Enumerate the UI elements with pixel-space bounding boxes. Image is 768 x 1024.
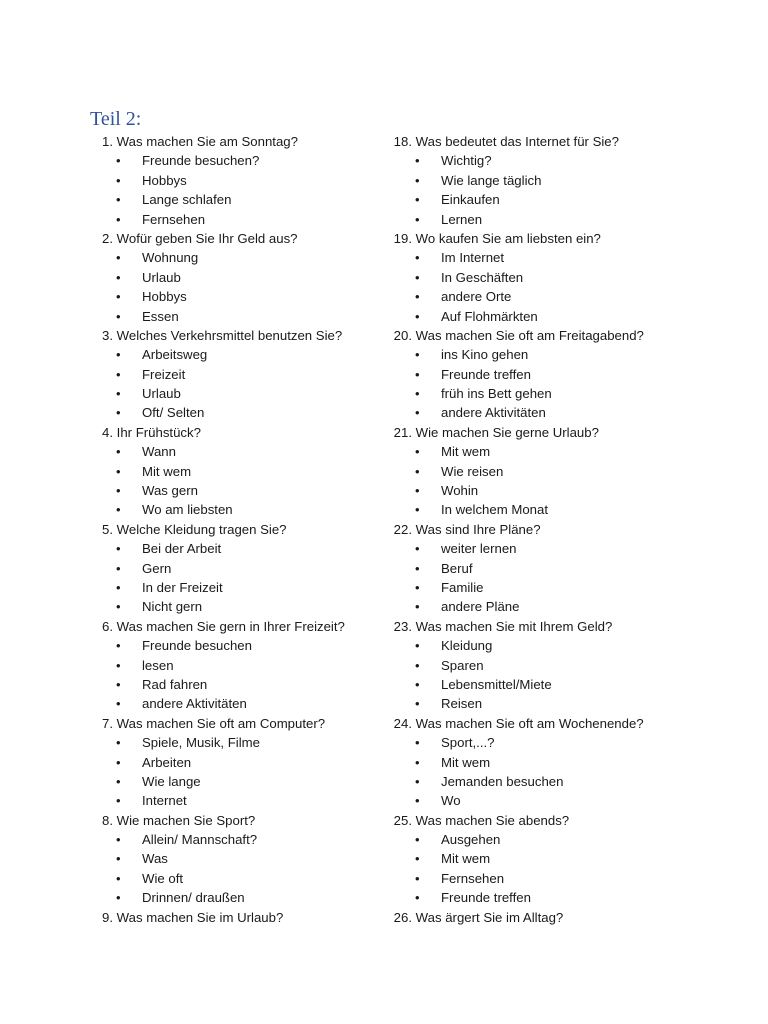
question-item [386, 714, 706, 733]
bullet-item [386, 559, 706, 578]
bullet-text: Ausgehen [441, 832, 501, 848]
question-text: Welche Kleidung tragen Sie? [116, 521, 287, 537]
bullet-item [386, 791, 706, 810]
bullet-icon: • [415, 483, 420, 499]
bullet-text: Wo am liebsten [142, 502, 233, 518]
bullet-item [386, 849, 706, 868]
page-title: Teil 2: [90, 108, 142, 130]
bullet-icon: • [415, 890, 420, 906]
bullet-icon: • [116, 657, 121, 673]
bullet-item [92, 656, 412, 675]
bullet-text: Internet [142, 793, 187, 809]
bullet-text: Was gern [142, 483, 198, 499]
bullet-item [386, 656, 706, 675]
bullet-text: Familie [441, 579, 484, 595]
bullet-item [92, 597, 412, 616]
bullet-text: andere Aktivitäten [441, 405, 546, 421]
bullet-item [386, 888, 706, 907]
bullet-icon: • [415, 851, 420, 867]
bullet-text: Wo [441, 793, 461, 809]
bullet-text: Urlaub [142, 386, 181, 402]
bullet-item [386, 268, 706, 287]
bullet-text: Im Internet [441, 250, 505, 266]
bullet-text: lesen [142, 657, 174, 673]
bullet-icon: • [116, 366, 121, 382]
bullet-text: Urlaub [142, 269, 181, 285]
bullet-icon: • [415, 347, 420, 363]
bullet-text: Oft/ Selten [142, 405, 205, 421]
question-item [386, 908, 706, 927]
question-item [386, 229, 706, 248]
bullet-icon: • [415, 172, 420, 188]
bullet-item [92, 403, 412, 422]
question-item [92, 908, 412, 927]
bullet-text: Gern [142, 560, 172, 576]
bullet-text: andere Pläne [441, 599, 520, 615]
question-text: Welches Verkehrsmittel benutzen Sie? [116, 327, 343, 343]
bullet-item [92, 171, 412, 190]
bullet-text: Allein/ Mannschaft? [142, 832, 258, 848]
bullet-text: Wie reisen [441, 463, 504, 479]
bullet-item [92, 830, 412, 849]
bullet-item [386, 442, 706, 461]
bullet-icon: • [415, 308, 420, 324]
bullet-icon: • [415, 793, 420, 809]
bullet-item [92, 190, 412, 209]
bullet-item [386, 365, 706, 384]
bullet-item [92, 462, 412, 481]
bullet-text: Freunde treffen [441, 366, 531, 382]
question-number: 22. [393, 521, 412, 537]
bullet-text: Hobbys [142, 172, 187, 188]
bullet-icon: • [116, 463, 121, 479]
bullet-item [386, 753, 706, 772]
bullet-text: weiter lernen [441, 541, 517, 557]
question-number: 24. [393, 715, 412, 731]
bullet-icon: • [415, 870, 420, 886]
bullet-item [92, 268, 412, 287]
bullet-icon: • [415, 289, 420, 305]
bullet-text: Fernsehen [142, 211, 206, 227]
bullet-text: Mit wem [441, 754, 491, 770]
bullet-text: früh ins Bett gehen [441, 386, 552, 402]
bullet-text: ins Kino gehen [441, 347, 529, 363]
bullet-icon: • [415, 153, 420, 169]
bullet-text: Einkaufen [441, 192, 500, 208]
bullet-item [386, 636, 706, 655]
question-number: 18. [393, 134, 412, 149]
bullet-item [386, 151, 706, 170]
bullet-icon: • [415, 366, 420, 382]
question-item [92, 132, 412, 151]
bullet-text: Freunde besuchen? [142, 153, 260, 169]
bullet-text: Kleidung [441, 638, 493, 654]
bullet-text: Mit wem [441, 444, 491, 460]
bullet-text: Auf Flohmärkten [441, 308, 538, 324]
question-text: Wie machen Sie Sport? [116, 812, 256, 828]
question-number: 7. [102, 715, 113, 731]
bullet-item [92, 578, 412, 597]
question-number: 23. [393, 618, 412, 634]
bullet-icon: • [415, 405, 420, 421]
bullet-text: Freizeit [142, 366, 186, 382]
bullet-text: Drinnen/ draußen [142, 890, 245, 906]
bullet-text: Wohnung [142, 250, 199, 266]
bullet-icon: • [116, 676, 121, 692]
question-number: 4. [102, 424, 113, 440]
question-number: 6. [102, 618, 113, 634]
bullet-icon: • [415, 541, 420, 557]
bullet-icon: • [415, 192, 420, 208]
bullet-icon: • [415, 657, 420, 673]
bullet-icon: • [116, 832, 121, 848]
bullet-text: Sparen [441, 657, 484, 673]
bullet-text: Wie oft [142, 870, 184, 886]
bullet-item [386, 248, 706, 267]
bullet-item [386, 403, 706, 422]
bullet-text: In welchem Monat [441, 502, 549, 518]
question-item [386, 423, 706, 442]
bullet-icon: • [116, 773, 121, 789]
question-text: Was machen Sie gern in Ihrer Freizeit? [116, 618, 345, 634]
question-text: Wie machen Sie gerne Urlaub? [415, 424, 599, 440]
bullet-text: Wichtig? [441, 153, 492, 169]
question-item [386, 326, 706, 345]
bullet-text: Arbeitsweg [142, 347, 208, 363]
bullet-icon: • [415, 211, 420, 227]
bullet-icon: • [415, 599, 420, 615]
bullet-icon: • [415, 676, 420, 692]
bullet-icon: • [116, 793, 121, 809]
bullet-item [92, 287, 412, 306]
bullet-text: Mit wem [441, 851, 491, 867]
question-number: 25. [393, 812, 412, 828]
bullet-icon: • [415, 502, 420, 518]
bullet-text: andere Orte [441, 289, 512, 305]
bullet-item [386, 500, 706, 519]
bullet-icon: • [116, 483, 121, 499]
bullet-item [386, 869, 706, 888]
bullet-item [92, 442, 412, 461]
bullet-icon: • [116, 444, 121, 460]
bullet-icon: • [116, 754, 121, 770]
bullet-item [92, 539, 412, 558]
bullet-item [386, 210, 706, 229]
bullet-item [92, 694, 412, 713]
question-text: Was machen Sie mit Ihrem Geld? [415, 618, 613, 634]
bullet-text: In Geschäften [441, 269, 524, 285]
question-item [386, 132, 706, 151]
question-number: 26. [393, 909, 412, 925]
bullet-text: Freunde besuchen [142, 638, 252, 654]
bullet-item [92, 307, 412, 326]
question-item [386, 617, 706, 636]
bullet-icon: • [116, 405, 121, 421]
question-text: Was machen Sie im Urlaub? [116, 909, 284, 925]
bullet-icon: • [116, 172, 121, 188]
bullet-text: Wie lange [142, 773, 201, 789]
bullet-item [386, 481, 706, 500]
bullet-icon: • [415, 386, 420, 402]
bullet-item [92, 559, 412, 578]
bullet-item [386, 307, 706, 326]
bullet-icon: • [116, 153, 121, 169]
bullet-icon: • [116, 599, 121, 615]
bullet-text: Beruf [441, 560, 473, 576]
bullet-item [386, 345, 706, 364]
bullet-text: Fernsehen [441, 870, 505, 886]
bullet-item [386, 772, 706, 791]
bullet-icon: • [116, 638, 121, 654]
bullet-text: andere Aktivitäten [142, 696, 247, 712]
bullet-item [386, 597, 706, 616]
bullet-item [386, 830, 706, 849]
bullet-icon: • [116, 851, 121, 867]
question-number: 3. [102, 327, 113, 343]
question-text: Wo kaufen Sie am liebsten ein? [415, 230, 601, 246]
bullet-item [386, 190, 706, 209]
bullet-icon: • [415, 579, 420, 595]
bullet-icon: • [116, 289, 121, 305]
bullet-text: Spiele, Musik, Filme [142, 735, 260, 751]
bullet-item [92, 869, 412, 888]
question-text: Was bedeutet das Internet für Sie? [415, 134, 619, 149]
question-item [386, 520, 706, 539]
bullet-item [92, 849, 412, 868]
bullet-icon: • [116, 192, 121, 208]
bullet-item [386, 675, 706, 694]
bullet-icon: • [415, 250, 420, 266]
bullet-text: Wohin [441, 483, 479, 499]
bullet-text: Lange schlafen [142, 192, 232, 208]
question-text: Ihr Frühstück? [116, 424, 201, 440]
bullet-icon: • [415, 735, 420, 751]
bullet-item [386, 578, 706, 597]
question-text: Was machen Sie oft am Computer? [116, 715, 326, 731]
bullet-item [92, 500, 412, 519]
question-list-right [386, 132, 706, 927]
bullet-item [92, 151, 412, 170]
bullet-text: Nicht gern [142, 599, 203, 615]
question-text: Wofür geben Sie Ihr Geld aus? [116, 230, 298, 246]
question-number: 21. [393, 424, 412, 440]
question-number: 1. [102, 134, 113, 149]
question-number: 8. [102, 812, 113, 828]
bullet-icon: • [415, 773, 420, 789]
bullet-item [92, 675, 412, 694]
question-item [92, 520, 412, 539]
question-item [92, 714, 412, 733]
bullet-icon: • [116, 579, 121, 595]
question-number: 9. [102, 909, 113, 925]
bullet-icon: • [116, 308, 121, 324]
question-item [92, 423, 412, 442]
bullet-text: Reisen [441, 696, 483, 712]
bullet-icon: • [116, 347, 121, 363]
bullet-icon: • [116, 386, 121, 402]
bullet-item [92, 481, 412, 500]
bullet-icon: • [415, 560, 420, 576]
bullet-item [386, 384, 706, 403]
bullet-text: Jemanden besuchen [441, 773, 564, 789]
bullet-item [92, 888, 412, 907]
question-item [92, 229, 412, 248]
question-text: Was machen Sie oft am Freitagabend? [415, 327, 644, 343]
bullet-text: Essen [142, 308, 179, 324]
question-number: 19. [393, 230, 412, 246]
bullet-icon: • [116, 269, 121, 285]
bullet-icon: • [415, 832, 420, 848]
bullet-text: Lebensmittel/Miete [441, 676, 552, 692]
bullet-text: Wann [142, 444, 176, 460]
bullet-icon: • [116, 541, 121, 557]
bullet-text: Lernen [441, 211, 483, 227]
bullet-text: Hobbys [142, 289, 187, 305]
bullet-icon: • [116, 870, 121, 886]
question-text: Was sind Ihre Pläne? [415, 521, 541, 537]
bullet-item [386, 287, 706, 306]
bullet-item [92, 248, 412, 267]
question-item [386, 811, 706, 830]
bullet-item [386, 694, 706, 713]
bullet-text: Bei der Arbeit [142, 541, 222, 557]
bullet-text: Mit wem [142, 463, 192, 479]
bullet-icon: • [116, 560, 121, 576]
bullet-icon: • [415, 444, 420, 460]
bullet-icon: • [415, 269, 420, 285]
bullet-text: Sport,...? [441, 735, 495, 751]
question-item [92, 326, 412, 345]
bullet-item [92, 753, 412, 772]
bullet-item [92, 791, 412, 810]
bullet-icon: • [116, 696, 121, 712]
bullet-item [92, 636, 412, 655]
bullet-item [92, 733, 412, 752]
bullet-item [386, 539, 706, 558]
bullet-text: Was [142, 851, 168, 867]
bullet-text: In der Freizeit [142, 579, 223, 595]
bullet-icon: • [116, 250, 121, 266]
bullet-text: Arbeiten [142, 754, 192, 770]
question-text: Was machen Sie am Sonntag? [116, 134, 298, 149]
question-text: Was machen Sie oft am Wochenende? [415, 715, 644, 731]
question-item [92, 811, 412, 830]
question-number: 2. [102, 230, 113, 246]
bullet-icon: • [116, 211, 121, 227]
bullet-item [386, 733, 706, 752]
bullet-item [92, 210, 412, 229]
question-number: 20. [393, 327, 412, 343]
bullet-icon: • [415, 463, 420, 479]
bullet-icon: • [415, 638, 420, 654]
bullet-item [92, 365, 412, 384]
bullet-text: Freunde treffen [441, 890, 531, 906]
bullet-item [386, 462, 706, 481]
bullet-text: Rad fahren [142, 676, 208, 692]
question-text: Was ärgert Sie im Alltag? [415, 909, 564, 925]
bullet-icon: • [116, 502, 121, 518]
bullet-text: Wie lange täglich [441, 172, 542, 188]
bullet-item [92, 345, 412, 364]
bullet-item [92, 384, 412, 403]
bullet-item [92, 772, 412, 791]
question-item [92, 617, 412, 636]
bullet-icon: • [415, 754, 420, 770]
bullet-icon: • [116, 735, 121, 751]
bullet-icon: • [116, 890, 121, 906]
question-number: 5. [102, 521, 113, 537]
question-text: Was machen Sie abends? [415, 812, 570, 828]
bullet-icon: • [415, 696, 420, 712]
question-list-left [92, 132, 412, 927]
bullet-item [386, 171, 706, 190]
